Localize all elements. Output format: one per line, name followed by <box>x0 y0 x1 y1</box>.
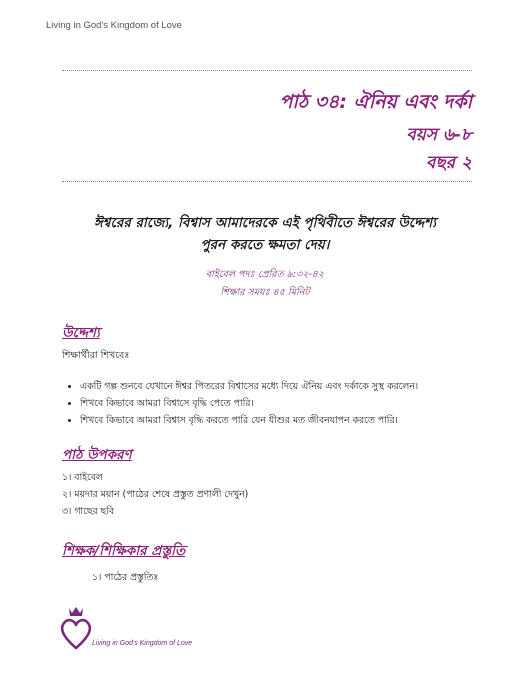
materials-heading: পাঠ উপকরণ <box>62 447 132 463</box>
objective-item: • একটি গল্প শুনবে যেখানে ঈশ্বর পিতরের বিশ্বাসের মধ্যে দিয়ে ঐনিয় এবং দর্কাকে সুস্থ করলেন। <box>80 378 418 395</box>
lesson-year: বছর ২ <box>425 153 472 173</box>
objectives-heading: উদ্দেশ্য <box>62 325 100 341</box>
top-divider <box>62 70 472 71</box>
theme-line-1: ঈশ্বরের রাজ্যে, বিশ্বাস আমাদেরকে এই পৃথিবীতে ঈশ্বরের উদ্দেশ্য <box>93 215 437 231</box>
objective-item: • শিখবে কিভাবে আমরা বিশ্বাস বৃদ্ধি করতে পারি যেন যীশুর মত জীবনযাপন করতে পারি। <box>80 412 418 429</box>
material-item: ২। ময়দার ময়ান (পাঠের শেষে প্রস্তুত প্রণালী দেখুন) <box>62 489 249 500</box>
objectives-intro: শিক্ষার্থীরা শিখবেঃ <box>62 350 130 361</box>
objectives-list <box>62 378 418 429</box>
theme-statement <box>60 212 470 256</box>
theme-line-2: পুরন করতে ক্ষমতা দেয়। <box>200 237 330 253</box>
lesson-title: পাঠ ৩৪: ঐনিয় এবং দর্কা <box>279 91 472 113</box>
material-item: ১। বাইবেল <box>62 472 103 483</box>
bible-passage: বাইবেল পদঃ প্রেরিত ৯:৩২-৪২ <box>205 269 325 280</box>
lesson-age: বয়স ৬-৮ <box>406 125 472 145</box>
running-header: Living in God's Kingdom of Love <box>46 20 182 31</box>
footer-text: Living in God's Kingdom of Love <box>92 640 193 647</box>
objective-item: • শিখবে কিভাবে আমরা বিশ্বাসে বৃদ্ধি পেতে পারি। <box>80 395 418 412</box>
material-item: ৩। গাছের ছবি <box>62 506 115 517</box>
preparation-heading: শিক্ষক/শিক্ষিকার প্রস্তুতি <box>62 543 186 559</box>
bottom-divider <box>62 181 472 182</box>
lesson-duration: শিক্ষার সময়ঃ ৪৫ মিনিট <box>220 287 310 298</box>
preparation-item: ১। পাঠের প্রস্তুতিঃ <box>92 572 159 583</box>
crown-heart-icon <box>58 604 94 652</box>
